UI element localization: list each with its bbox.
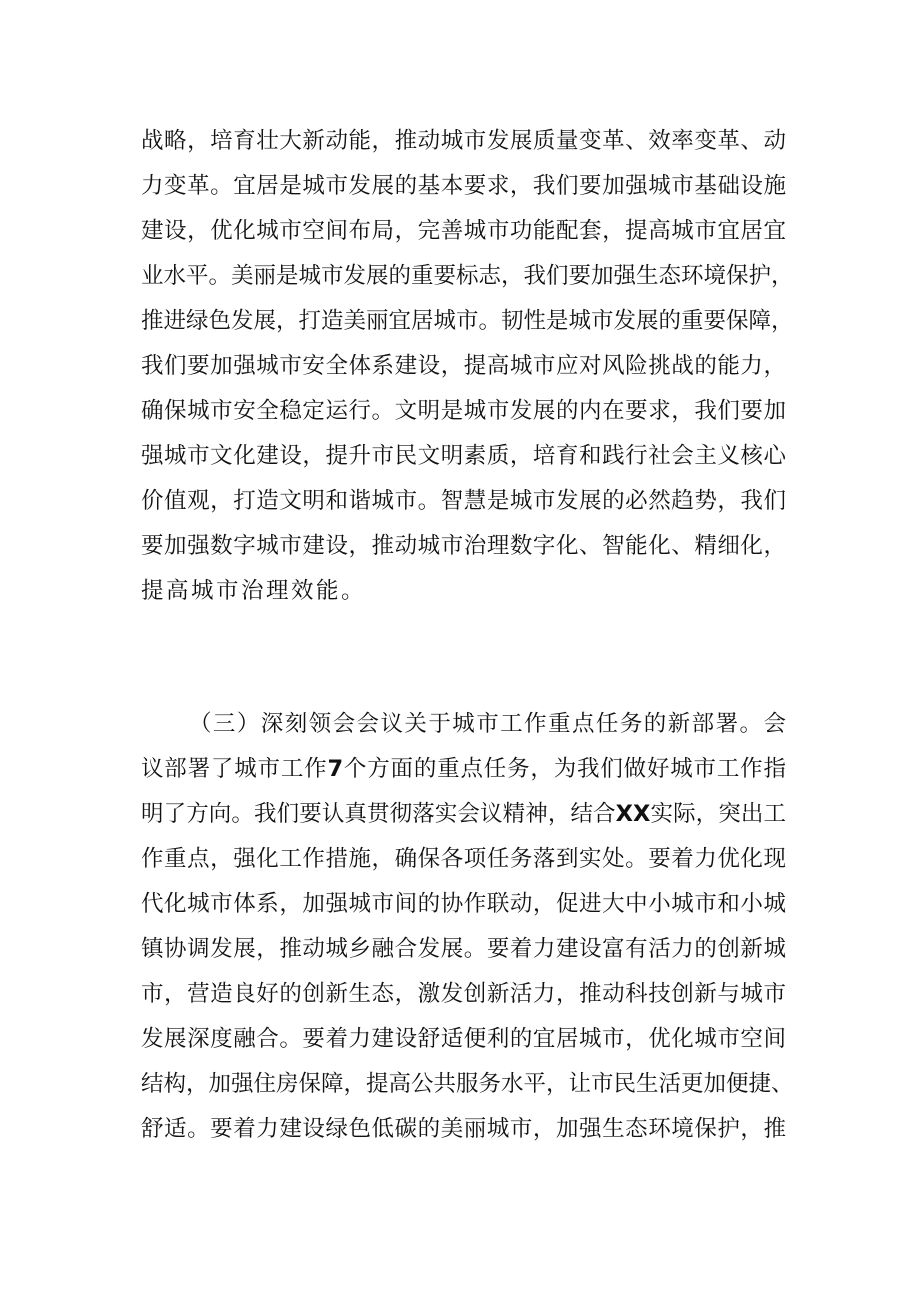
paragraph-1-line-8: 强城市文化建设，提升市民文明素质，培育和践行社会主义核心 (141, 443, 786, 469)
paragraph-2-line-10: 舒适。要着力建设绿色低碳的美丽城市，加强生态环境保护，推 (141, 1116, 786, 1142)
paragraph-1-line-6: 我们要加强城市安全体系建设，提高城市应对风险挑战的能力， (141, 353, 786, 379)
paragraph-1-line-7: 确保城市安全稳定运行。文明是城市发展的内在要求，我们要加 (141, 398, 786, 424)
paragraph-1-line-1: 战略，培育壮大新动能，推动城市发展质量变革、效率变革、动 (141, 128, 786, 154)
paragraph-1-line-4: 业水平。美丽是城市发展的重要标志，我们要加强生态环境保护， (141, 263, 794, 289)
paragraph-2-line-4: 作重点，强化工作措施，确保各项任务落到实处。要着力优化现 (141, 846, 786, 872)
paragraph-2-line-3: 明了方向。我们要认真贯彻落实会议精神，结合XX实际，突出工 (141, 801, 786, 827)
paragraph-2-line-7: 市，营造良好的创新生态，激发创新活力，推动科技创新与城市 (141, 981, 786, 1007)
paragraph-2-line-6: 镇协调发展，推动城乡融合发展。要着力建设富有活力的创新城 (141, 936, 786, 962)
paragraph-2-line-8: 发展深度融合。要着力建设舒适便利的宜居城市，优化城市空间 (141, 1026, 786, 1052)
paragraph-2-line-9: 结构，加强住房保障，提高公共服务水平，让市民生活更加便捷、 (141, 1071, 794, 1097)
paragraph-2-line-1: （三）深刻领会会议关于城市工作重点任务的新部署。会 (189, 711, 786, 737)
paragraph-1-line-5: 推进绿色发展，打造美丽宜居城市。韧性是城市发展的重要保障， (141, 308, 794, 334)
paragraph-2-line-2: 议部署了城市工作7个方面的重点任务，为我们做好城市工作指 (141, 756, 786, 782)
paragraph-1-line-11: 提高城市治理效能。 (141, 578, 367, 604)
paragraph-1-line-10: 要加强数字城市建设，推动城市治理数字化、智能化、精细化， (141, 533, 786, 559)
paragraph-2-line-5: 代化城市体系，加强城市间的协作联动，促进大中小城市和小城 (141, 891, 786, 917)
paragraph-1-line-3: 建设，优化城市空间布局，完善城市功能配套，提高城市宜居宜 (141, 218, 786, 244)
paragraph-1-line-2: 力变革。宜居是城市发展的基本要求，我们要加强城市基础设施 (141, 173, 786, 199)
paragraph-1-line-9: 价值观，打造文明和谐城市。智慧是城市发展的必然趋势，我们 (141, 488, 786, 514)
